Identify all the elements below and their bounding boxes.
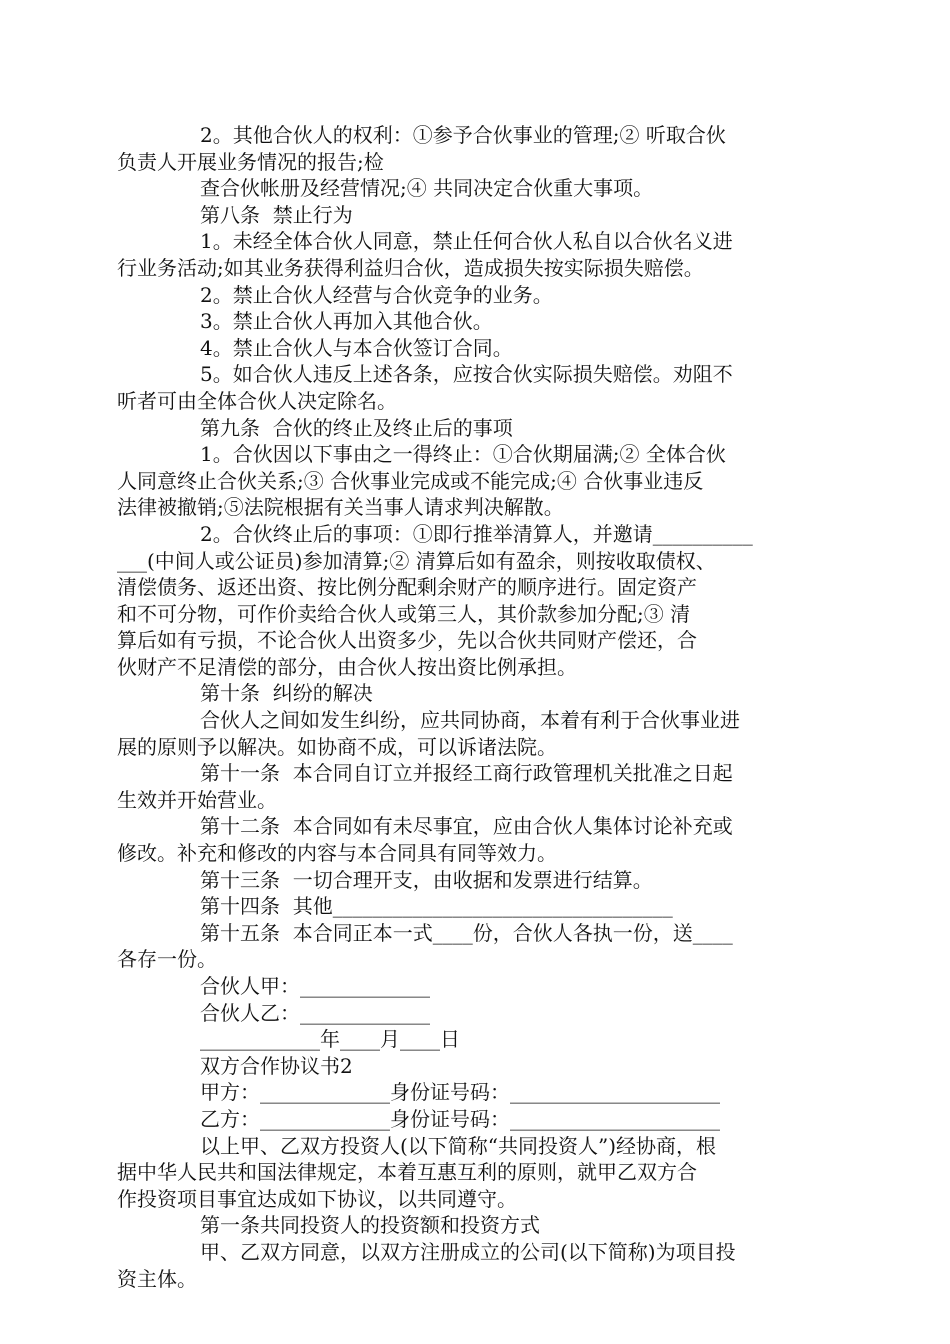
text-line: 资主体。 bbox=[117, 1266, 197, 1291]
text-line: 合伙人乙：_____________ bbox=[200, 1000, 430, 1025]
text-line: 生效并开始营业。 bbox=[117, 787, 277, 812]
text-line: 以上甲、乙双方投资人(以下简称“共同投资人”)经协商，根 bbox=[200, 1133, 717, 1158]
text-line: 第十二条 本合同如有未尽事宜，应由合伙人集体讨论补充或 bbox=[200, 814, 733, 839]
text-line: 据中华人民共和国法律规定，本着互惠互利的原则，就甲乙双方合 bbox=[117, 1160, 697, 1185]
text-line: ___(中间人或公证员)参加清算;② 清算后如有盈余，则按收取债权、 bbox=[117, 548, 716, 573]
text-line: 2。禁止合伙人经营与合伙竞争的业务。 bbox=[200, 282, 553, 307]
text-line: 1。未经全体合伙人同意，禁止任何合伙人私自以合伙名义进 bbox=[200, 229, 733, 254]
text-line: 查合伙帐册及经营情况;④ 共同决定合伙重大事项。 bbox=[200, 176, 654, 201]
text-line: 双方合作协议书2 bbox=[200, 1053, 353, 1078]
text-line: 2。合伙终止后的事项：①即行推举清算人，并邀请__________ bbox=[200, 521, 753, 546]
text-line: 乙方：_____________身份证号码：_____________________ bbox=[200, 1106, 720, 1131]
text-line: 第八条 禁止行为 bbox=[200, 202, 353, 227]
text-line: 展的原则予以解决。如协商不成，可以诉诸法院。 bbox=[117, 734, 557, 759]
text-line: 第十四条 其他__________________________________ bbox=[200, 894, 673, 919]
text-line: 负责人开展业务情况的报告;检 bbox=[117, 149, 384, 174]
text-line: 4。禁止合伙人与本合伙签订合同。 bbox=[200, 335, 513, 360]
document-body bbox=[117, 122, 817, 1292]
text-line: 听者可由全体合伙人决定除名。 bbox=[117, 388, 397, 413]
text-line: 各存一份。 bbox=[117, 947, 217, 972]
text-line: 清偿债务、返还出资、按比例分配剩余财产的顺序进行。固定资产 bbox=[117, 575, 697, 600]
text-line: 合伙人之间如发生纠纷，应共同协商，本着有利于合伙事业进 bbox=[200, 708, 740, 733]
text-line: 算后如有亏损，不论合伙人出资多少，先以合伙共同财产偿还，合 bbox=[117, 628, 697, 653]
text-line: 2。其他合伙人的权利：①参予合伙事业的管理;② 听取合伙 bbox=[200, 123, 726, 147]
text-line: 1。合伙因以下事由之一得终止：①合伙期届满;② 全体合伙 bbox=[200, 442, 726, 467]
text-line: 人同意终止合伙关系;③ 合伙事业完成或不能完成;④ 合伙事业违反 bbox=[117, 468, 704, 493]
text-line: 3。禁止合伙人再加入其他合伙。 bbox=[200, 309, 493, 334]
text-line: 5。如合伙人违反上述各条，应按合伙实际损失赔偿。劝阻不 bbox=[200, 362, 733, 387]
text-line: 伙财产不足清偿的部分，由合伙人按出资比例承担。 bbox=[117, 654, 577, 679]
text-line: 法律被撤销;⑤法院根据有关当事人请求判决解散。 bbox=[117, 495, 564, 520]
text-line: 第十三条 一切合理开支，由收据和发票进行结算。 bbox=[200, 867, 653, 892]
text-line: 第十条 纠纷的解决 bbox=[200, 681, 373, 706]
text-line: 合伙人甲：_____________ bbox=[200, 974, 430, 998]
text-line: ____________年____月____日 bbox=[200, 1027, 460, 1052]
text-line: 第九条 合伙的终止及终止后的事项 bbox=[200, 415, 513, 440]
text-line: 第一条共同投资人的投资额和投资方式 bbox=[200, 1213, 540, 1238]
text-line: 甲、乙双方同意，以双方注册成立的公司(以下简称)为项目投 bbox=[200, 1239, 736, 1264]
text-line: 第十五条 本合同正本一式____份，合伙人各执一份，送____ bbox=[200, 920, 733, 945]
text-line: 行业务活动;如其业务获得利益归合伙，造成损失按实际损失赔偿。 bbox=[117, 255, 704, 280]
text-line: 和不可分物，可作价卖给合伙人或第三人，其价款参加分配;③ 清 bbox=[117, 601, 691, 626]
text-line: 第十一条 本合同自订立并报经工商行政管理机关批准之日起 bbox=[200, 761, 733, 786]
text-line: 作投资项目事宜达成如下协议，以共同遵守。 bbox=[117, 1186, 517, 1211]
text-line: 甲方：_____________身份证号码：_____________________ bbox=[200, 1080, 720, 1105]
text-line: 修改。补充和修改的内容与本合同具有同等效力。 bbox=[117, 841, 557, 866]
